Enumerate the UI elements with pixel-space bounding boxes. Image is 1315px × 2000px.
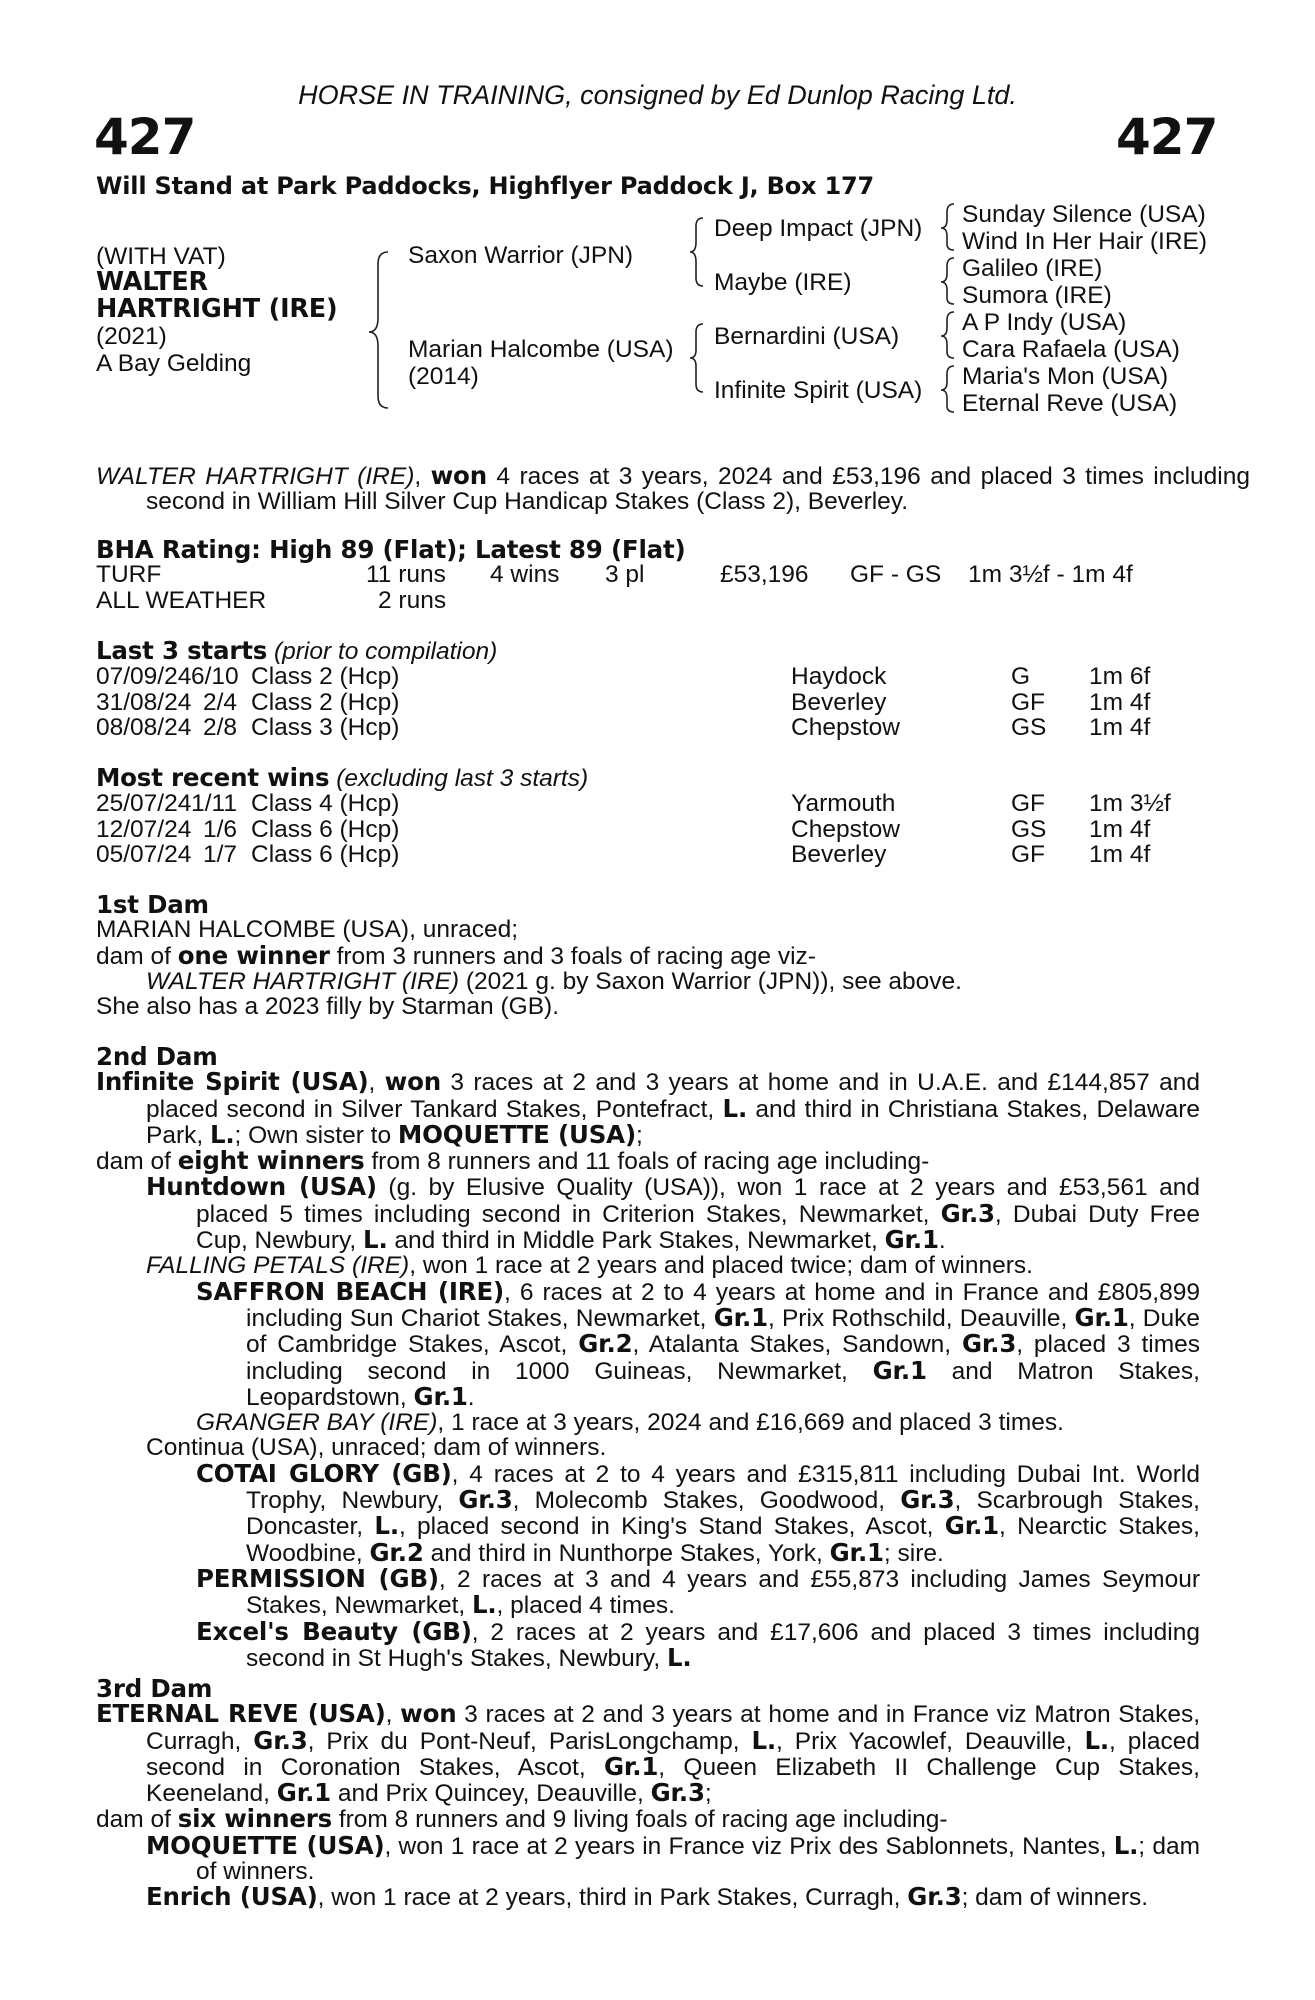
text-run: from 8 runners and 9 living foals of racing age including- bbox=[332, 1806, 948, 1834]
recent-position: 1/6 bbox=[202, 815, 237, 843]
ggp-8: Eternal Reve (USA) bbox=[962, 390, 1178, 417]
last3-note: (prior to compilation) bbox=[273, 638, 498, 665]
text-run: ; bbox=[704, 1780, 712, 1808]
turf-prize: £53,196 bbox=[720, 561, 809, 589]
ggp-4: Sumora (IRE) bbox=[962, 282, 1112, 309]
dam-dam-name: Infinite Spirit (USA) bbox=[714, 377, 923, 404]
dam1-progeny-name: WALTER HARTRIGHT (IRE) bbox=[146, 967, 460, 995]
text-run: , placed second in King's Stand Stakes, Ascot, bbox=[398, 1513, 945, 1541]
last3-position: 2/8 bbox=[202, 713, 237, 741]
last3-row bbox=[96, 690, 1200, 715]
text-run: , 2 races at 2 years and £17,606 and placed 3 times including second in St Hugh's Stakes, Newbury, bbox=[246, 1618, 1201, 1672]
most-recent-wins bbox=[96, 765, 1200, 867]
text-run: Excel's Beauty (GB) bbox=[196, 1616, 472, 1646]
text-run: , placed 3 times including second in 1000 Guineas, Newmarket, bbox=[246, 1331, 1201, 1385]
text-run: Gr.3 bbox=[900, 1485, 955, 1515]
recent-row bbox=[96, 817, 1200, 842]
text-run: Gr.1 bbox=[713, 1302, 768, 1332]
text-run: Gr.1 bbox=[872, 1355, 927, 1385]
last3-class: Class 2 (Hcp) bbox=[251, 688, 400, 716]
ggp-6: Cara Rafaela (USA) bbox=[962, 336, 1180, 363]
dam1-title: 1st Dam bbox=[96, 890, 209, 919]
last3-course: Chepstow bbox=[791, 713, 900, 741]
text-run: , Queen Elizabeth II Challenge Cup Stakes, Keeneland, bbox=[146, 1753, 1200, 1808]
text-run: , Duke of Cambridge Stakes, Ascot, bbox=[246, 1304, 1200, 1359]
text-run: L. bbox=[1113, 1830, 1139, 1860]
horse-description: A Bay Gelding bbox=[96, 350, 252, 377]
text-run: and Matron Stakes, Leopardstown, bbox=[246, 1357, 1200, 1411]
text-run: SAFFRON BEACH (IRE) bbox=[196, 1276, 504, 1306]
sire-dam-brace bbox=[369, 252, 388, 408]
text-run: , Molecomb Stakes, Goodwood, bbox=[512, 1487, 901, 1515]
text-run: L. bbox=[1084, 1725, 1109, 1755]
text-run: MOQUETTE (USA) bbox=[397, 1119, 636, 1149]
recent-position: 1/7 bbox=[202, 840, 237, 868]
text-run: L. bbox=[751, 1725, 777, 1755]
recent-distance: 1m 4f bbox=[1089, 840, 1151, 868]
dam1-l2c: from 3 runners and 3 foals of racing age viz- bbox=[329, 942, 816, 970]
text-run: 3 races at 2 and 3 years at home and in France viz Matron Stakes, Curragh, bbox=[146, 1701, 1201, 1755]
text-run: PERMISSION (GB) bbox=[196, 1563, 439, 1593]
dam1-line1: MARIAN HALCOMBE (USA), unraced; bbox=[96, 916, 519, 944]
vat-note: (WITH VAT) bbox=[96, 243, 226, 270]
text-run: Gr.1 bbox=[1074, 1302, 1129, 1332]
dam3-para-2 bbox=[96, 1806, 1200, 1832]
dam3-para-4 bbox=[96, 1884, 1200, 1910]
consignment-header: HORSE IN TRAINING, consigned by Ed Dunlop Racing Ltd. bbox=[298, 80, 1017, 110]
last3-course: Haydock bbox=[791, 663, 887, 691]
horse-name-line2: HARTRIGHT (IRE) bbox=[96, 294, 338, 324]
rating-title: BHA Rating: High 89 (Flat); Latest 89 (Flat) bbox=[96, 535, 686, 564]
text-run: , placed 4 times. bbox=[496, 1592, 675, 1620]
dam1-line3 bbox=[96, 969, 1200, 994]
g-brace-2 bbox=[941, 258, 954, 304]
last3-class: Class 3 (Hcp) bbox=[251, 713, 400, 741]
text-run: Gr.3 bbox=[961, 1329, 1017, 1359]
text-run: ; bbox=[635, 1121, 643, 1149]
stand-location: Will Stand at Park Paddocks, Highflyer Paddock J, Box 177 bbox=[96, 172, 874, 200]
recent-row bbox=[96, 842, 1200, 867]
last3-distance: 1m 4f bbox=[1089, 688, 1151, 716]
recent-date: 25/07/24 bbox=[96, 790, 192, 818]
last3-distance: 1m 6f bbox=[1089, 663, 1151, 691]
text-run: six winners bbox=[177, 1804, 333, 1834]
recent-title: Most recent wins bbox=[96, 763, 330, 792]
text-run: Enrich (USA) bbox=[146, 1882, 318, 1912]
recent-row bbox=[96, 791, 1200, 816]
text-run: ; sire. bbox=[883, 1539, 944, 1567]
sire-name: Saxon Warrior (JPN) bbox=[408, 242, 634, 269]
turf-row bbox=[96, 562, 1200, 587]
turf-going: GF - GS bbox=[850, 561, 942, 589]
text-run: , Prix Yacowlef, Deauville, bbox=[776, 1727, 1085, 1755]
text-run: eight winners bbox=[177, 1146, 365, 1176]
g-brace-1 bbox=[941, 204, 954, 250]
summary-sep: , bbox=[414, 463, 422, 490]
text-run: MOQUETTE (USA) bbox=[146, 1830, 385, 1860]
text-run: Gr.2 bbox=[369, 1537, 424, 1567]
dam2-para-6 bbox=[96, 1410, 1200, 1435]
ggp-7: Maria's Mon (USA) bbox=[962, 363, 1169, 390]
g-brace-3 bbox=[941, 312, 954, 358]
text-run: , Scarbrough Stakes, Doncaster, bbox=[246, 1487, 1200, 1541]
text-run: , won 1 race at 2 years and placed twice; dam of winners. bbox=[409, 1252, 1033, 1280]
dam2-para-4 bbox=[96, 1253, 1200, 1278]
text-run: ; dam of winners. bbox=[961, 1884, 1149, 1912]
last3-date: 31/08/24 bbox=[96, 688, 192, 716]
text-run: from 8 runners and 11 foals of racing age including- bbox=[364, 1148, 930, 1176]
ggp-3: Galileo (IRE) bbox=[962, 255, 1103, 282]
text-run: Gr.3 bbox=[458, 1485, 513, 1515]
recent-position: 1/11 bbox=[191, 790, 237, 818]
last3-course: Beverley bbox=[791, 688, 887, 716]
text-run: Gr.1 bbox=[884, 1225, 939, 1255]
sire-brace bbox=[690, 218, 703, 286]
lot-number-right: 427 bbox=[1116, 108, 1218, 166]
text-run: Gr.1 bbox=[604, 1751, 659, 1781]
text-run: Huntdown (USA) bbox=[146, 1172, 377, 1202]
text-run: , bbox=[368, 1069, 385, 1097]
dam1-l2a: dam of bbox=[96, 942, 178, 970]
text-run: and third in Middle Park Stakes, Newmarket, bbox=[387, 1227, 885, 1255]
last3-going: G bbox=[1011, 663, 1031, 691]
dam2-para-1 bbox=[96, 1069, 1200, 1148]
turf-label: TURF bbox=[96, 561, 162, 589]
dam2-para-7 bbox=[96, 1435, 1200, 1460]
last3-going: GF bbox=[1011, 688, 1046, 716]
dam1-winners: one winner bbox=[177, 940, 330, 970]
text-run: , Dubai Duty Free Cup, Newbury, bbox=[196, 1200, 1200, 1255]
text-run: GRANGER BAY (IRE) bbox=[196, 1409, 438, 1437]
rating-section bbox=[96, 537, 1200, 613]
ggp-2: Wind In Her Hair (IRE) bbox=[962, 228, 1208, 255]
last3-row bbox=[96, 715, 1200, 740]
dam2-para-2 bbox=[96, 1148, 1200, 1174]
dam3-title: 3rd Dam bbox=[96, 1674, 213, 1703]
recent-course: Yarmouth bbox=[791, 790, 896, 818]
text-run: L. bbox=[363, 1225, 388, 1255]
text-run: . bbox=[938, 1227, 946, 1255]
last-3-starts bbox=[96, 638, 1200, 740]
dam2-para-8 bbox=[96, 1458, 1200, 1567]
text-run: ETERNAL REVE (USA) bbox=[96, 1699, 386, 1729]
dam-name: Marian Halcombe (USA) bbox=[408, 336, 674, 363]
horse-name-line1: WALTER bbox=[96, 267, 208, 297]
text-run: Gr.3 bbox=[907, 1882, 962, 1912]
text-run: , Prix du Pont-Neuf, ParisLongchamp, bbox=[307, 1727, 752, 1755]
dam1-line4: She also has a 2023 filly by Starman (GB). bbox=[96, 993, 559, 1021]
third-dam-section bbox=[96, 1676, 1200, 1911]
text-run: , 2 races at 3 and 4 years and £55,873 including James Seymour Stakes, Newmarket, bbox=[246, 1565, 1200, 1620]
text-run: Continua (USA), unraced; dam of winners. bbox=[146, 1434, 607, 1462]
turf-distance: 1m 3½f - 1m 4f bbox=[968, 561, 1133, 589]
text-run: and Prix Quincey, Deauville, bbox=[331, 1780, 651, 1808]
text-run: . bbox=[467, 1383, 475, 1411]
recent-course: Beverley bbox=[791, 840, 887, 868]
recent-class: Class 4 (Hcp) bbox=[251, 790, 400, 818]
dam2-para-5 bbox=[96, 1276, 1201, 1411]
last3-going: GS bbox=[1011, 713, 1047, 741]
dam-sire-name: Bernardini (USA) bbox=[714, 323, 900, 350]
recent-going: GS bbox=[1011, 815, 1047, 843]
text-run: ; Own sister to bbox=[234, 1121, 398, 1149]
second-dam-section bbox=[96, 1044, 1200, 1671]
recent-date: 12/07/24 bbox=[96, 815, 192, 843]
last3-class: Class 2 (Hcp) bbox=[251, 663, 400, 691]
text-run: , 1 race at 3 years, 2024 and £16,669 and placed 3 times. bbox=[437, 1409, 1064, 1437]
first-dam-section bbox=[96, 892, 1200, 1019]
text-run: , won 1 race at 2 years in France viz Prix des Sablonnets, Nantes, bbox=[384, 1832, 1114, 1860]
text-run: L. bbox=[210, 1119, 235, 1149]
dam2-para-9 bbox=[96, 1563, 1200, 1620]
text-run: Gr.1 bbox=[944, 1511, 1000, 1541]
summary-horse-name: WALTER HARTRIGHT (IRE) bbox=[96, 463, 415, 490]
text-run: L. bbox=[722, 1093, 748, 1123]
text-run: , 6 races at 2 to 4 years at home and in France and £805,899 including Sun Chariot Stakes, Newmarket, bbox=[246, 1278, 1200, 1332]
ggp-5: A P Indy (USA) bbox=[962, 309, 1127, 336]
race-summary bbox=[96, 463, 1250, 515]
text-run: , bbox=[385, 1701, 401, 1729]
recent-going: GF bbox=[1011, 840, 1046, 868]
text-run: Gr.1 bbox=[413, 1381, 468, 1411]
recent-distance: 1m 3½f bbox=[1089, 790, 1171, 818]
dam1-progeny-text: (2021 g. by Saxon Warrior (JPN)), see above. bbox=[459, 967, 962, 995]
recent-distance: 1m 4f bbox=[1089, 815, 1151, 843]
dam3-para-1 bbox=[96, 1701, 1200, 1806]
text-run: (g. by Elusive Quality (USA)), won 1 race at 2 years and £53,561 and placed 5 times including second in Criterion Stakes, Newmarket, bbox=[196, 1174, 1201, 1228]
aw-label: ALL WEATHER bbox=[96, 586, 267, 614]
last3-position: 6/10 bbox=[191, 663, 239, 691]
text-run: Gr.1 bbox=[829, 1537, 884, 1567]
dam-year: (2014) bbox=[408, 363, 479, 390]
aw-row bbox=[96, 588, 1200, 613]
text-run: and third in Nunthorpe Stakes, York, bbox=[423, 1539, 830, 1567]
dam3-para-3 bbox=[96, 1830, 1200, 1886]
text-run: , Atalanta Stakes, Sandown, bbox=[632, 1331, 962, 1359]
text-run: L. bbox=[472, 1590, 497, 1620]
text-run: ; dam of winners. bbox=[196, 1832, 1200, 1886]
text-run: Infinite Spirit (USA) bbox=[96, 1067, 369, 1097]
aw-runs: 2 runs bbox=[378, 586, 447, 614]
dam2-para-10 bbox=[96, 1616, 1201, 1672]
sire-dam-name: Maybe (IRE) bbox=[714, 269, 852, 296]
text-run: Gr.2 bbox=[578, 1329, 633, 1359]
text-run: dam of bbox=[96, 1148, 178, 1176]
recent-class: Class 6 (Hcp) bbox=[251, 840, 400, 868]
text-run: won bbox=[400, 1699, 457, 1729]
last3-title: Last 3 starts bbox=[96, 636, 268, 665]
last3-date: 07/09/24 bbox=[96, 663, 192, 691]
text-run: L. bbox=[666, 1642, 692, 1672]
g-brace-4 bbox=[941, 366, 954, 412]
text-run: , Prix Rothschild, Deauville, bbox=[767, 1304, 1075, 1332]
dam2-para-3 bbox=[96, 1174, 1200, 1253]
text-run: won bbox=[384, 1067, 441, 1097]
recent-note: (excluding last 3 starts) bbox=[336, 765, 589, 792]
text-run: Gr.3 bbox=[253, 1725, 308, 1755]
text-run: 3 races at 2 and 3 years at home and in U.A.E. and £144,857 and placed second in Silver Tankard Stakes, Pontefract, bbox=[146, 1069, 1200, 1123]
last3-row bbox=[96, 664, 1200, 689]
recent-class: Class 6 (Hcp) bbox=[251, 815, 400, 843]
text-run: dam of bbox=[96, 1806, 178, 1834]
summary-won: won bbox=[430, 461, 487, 490]
last3-position: 2/4 bbox=[202, 688, 237, 716]
turf-runs: 11 runs bbox=[366, 561, 446, 589]
dam1-line2 bbox=[96, 940, 1200, 970]
recent-going: GF bbox=[1011, 790, 1046, 818]
recent-course: Chepstow bbox=[791, 815, 900, 843]
ggp-1: Sunday Silence (USA) bbox=[962, 201, 1206, 228]
text-run: , 4 races at 2 to 4 years and £315,811 including Dubai Int. World Trophy, Newbury, bbox=[246, 1460, 1200, 1515]
recent-date: 05/07/24 bbox=[96, 840, 192, 868]
last3-date: 08/08/24 bbox=[96, 713, 192, 741]
last3-distance: 1m 4f bbox=[1089, 713, 1151, 741]
lot-number-left: 427 bbox=[94, 108, 196, 166]
dam-brace bbox=[690, 324, 703, 392]
text-run: , Nearctic Stakes, Woodbine, bbox=[246, 1513, 1200, 1567]
text-run: and third in Christiana Stakes, Delaware Park, bbox=[146, 1095, 1200, 1149]
summary-text: 4 races at 3 years, 2024 and £53,196 and placed 3 times including second in William Hill Silver Cup Handicap Stakes (Class 2), Beverley. bbox=[146, 463, 1250, 516]
turf-wins: 4 wins bbox=[490, 561, 560, 589]
text-run: COTAI GLORY (GB) bbox=[196, 1458, 452, 1488]
text-run: , placed second in Coronation Stakes, Ascot, bbox=[146, 1727, 1200, 1781]
text-run: L. bbox=[374, 1511, 399, 1541]
text-run: Gr.3 bbox=[940, 1198, 995, 1228]
text-run: Gr.3 bbox=[650, 1778, 705, 1808]
horse-year: (2021) bbox=[96, 323, 167, 350]
dam2-title: 2nd Dam bbox=[96, 1042, 218, 1071]
sire-sire-name: Deep Impact (JPN) bbox=[714, 215, 923, 242]
text-run: FALLING PETALS (IRE) bbox=[146, 1252, 410, 1280]
turf-placed: 3 pl bbox=[605, 561, 645, 589]
text-run: , won 1 race at 2 years, third in Park Stakes, Curragh, bbox=[317, 1884, 908, 1912]
text-run: Gr.1 bbox=[276, 1778, 332, 1808]
